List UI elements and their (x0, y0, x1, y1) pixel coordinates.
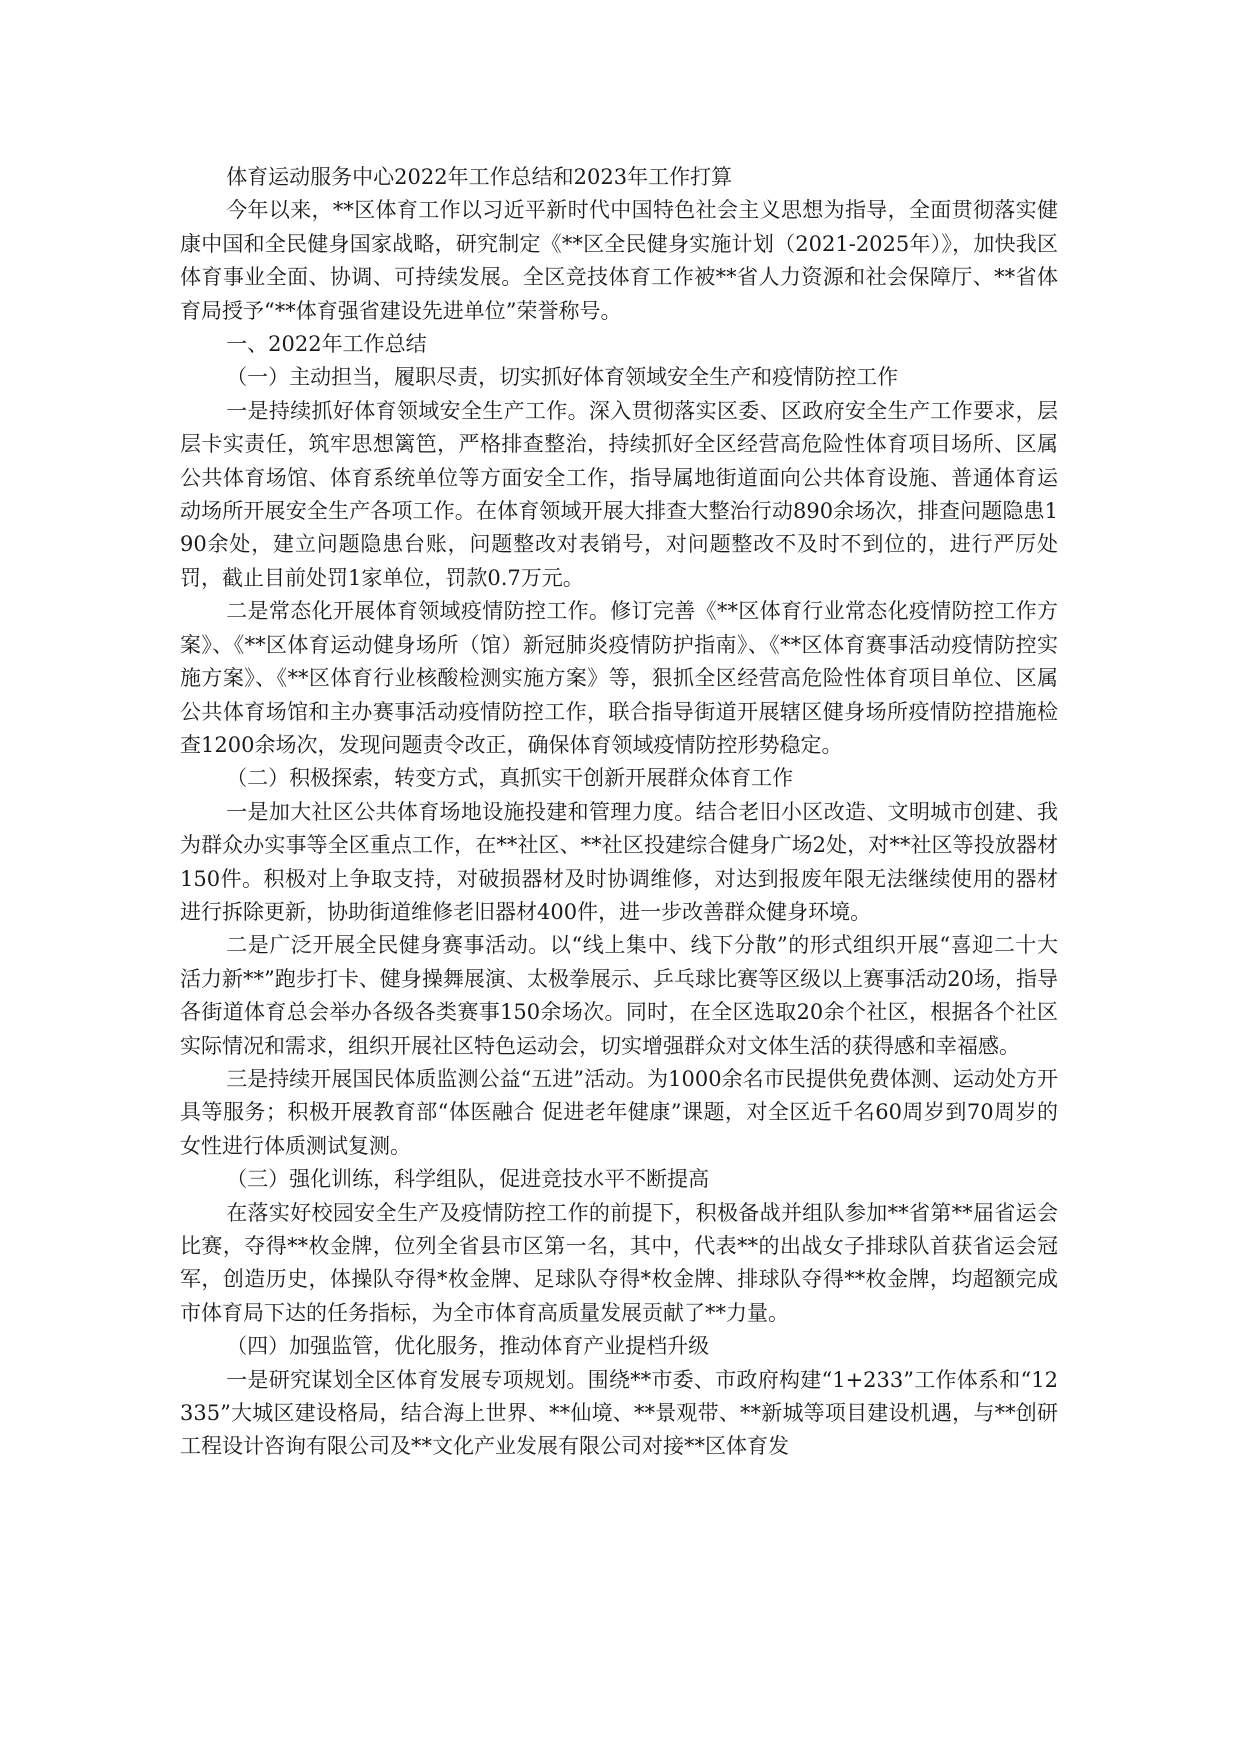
body-paragraph: 三是持续开展国民体质监测公益“五进”活动。为1000余名市民提供免费体测、运动处方开具等服务；积极开展教育部“体医融合 促进老年健康”课题，对全区近千名60周岁到70周岁的女性进行体质测试复测。 (180, 1066, 1058, 1158)
body-paragraph: 二是常态化开展体育领域疫情防控工作。修订完善《**区体育行业常态化疫情防控工作方案》、《**区体育运动健身场所（馆）新冠肺炎疫情防护指南》、《**区体育赛事活动疫情防控实施方案》、《**区体育行业核酸检测实施方案》等，狠抓全区经营高危险性体育项目单位、区属公共体育场馆和主办赛事活动疫情防控工作，联合指导街道开展辖区健身场所疫情防控措施检查1200余场次，发现问题责令改正，确保体育领域疫情防控形势稳定。 (180, 599, 1058, 757)
subsection-heading-1: （一）主动担当，履职尽责，切实抓好体育领域安全生产和疫情防控工作 (226, 365, 899, 390)
body-paragraph: 一是研究谋划全区体育发展专项规划。围绕**市委、市政府构建“1+233”工作体系和“12335”大城区建设格局，结合海上世界、**仙境、**景观带、**新城等项目建设机遇，与**创研工程设计咨询有限公司及**文化产业发展有限公司对接**区体育发 (180, 1367, 1058, 1459)
subsection-heading-2: （二）积极探索，转变方式，真抓实干创新开展群众体育工作 (226, 766, 794, 791)
intro-paragraph: 今年以来，**区体育工作以习近平新时代中国特色社会主义思想为指导，全面贯彻落实健康中国和全民健身国家战略，研究制定《**区全民健身实施计划（2021-2025年）》，加快我区体育事业全面、协调、可持续发展。全区竞技体育工作被**省人力资源和社会保障厅、**省体育局授予“**体育强省建设先进单位”荣誉称号。 (180, 198, 1058, 323)
subsection-heading-4: （四）加强监管，优化服务，推动体育产业提档升级 (226, 1334, 710, 1359)
body-paragraph: 一是加大社区公共体育场地设施投建和管理力度。结合老旧小区改造、文明城市创建、我为群众办实事等全区重点工作，在**社区、**社区投建综合健身广场2处，对**社区等投放器材150件。积极对上争取支持，对破损器材及时协调维修，对达到报废年限无法继续使用的器材进行拆除更新，协助街道维修老旧器材400件，进一步改善群众健身环境。 (180, 799, 1058, 924)
body-paragraph: 一是持续抓好体育领域安全生产工作。深入贯彻落实区委、区政府安全生产工作要求，层层卡实责任，筑牢思想篱笆，严格排查整治，持续抓好全区经营高危险性体育项目场所、区属公共体育场馆、体育系统单位等方面安全工作，指导属地街道面向公共体育设施、普通体育运动场所开展安全生产各项工作。在体育领域开展大排查大整治行动890余场次，排查问题隐患190余处，建立问题隐患台账，问题整改对表销号，对问题整改不及时不到位的，进行严厉处罚，截止目前处罚1家单位，罚款0.7万元。 (180, 398, 1058, 590)
body-paragraph: 在落实好校园安全生产及疫情防控工作的前提下，积极备战并组队参加**省第**届省运会比赛，夺得**枚金牌，位列全省县市区第一名，其中，代表**的出战女子排球队首获省运会冠军，创造历史，体操队夺得*枚金牌、足球队夺得*枚金牌、排球队夺得**枚金牌，均超额完成市体育局下达的任务指标，为全市体育高质量发展贡献了**力量。 (180, 1200, 1058, 1325)
body-paragraph: 二是广泛开展全民健身赛事活动。以“线上集中、线下分散”的形式组织开展“喜迎二十大 活力新**”跑步打卡、健身操舞展演、太极拳展示、乒乓球比赛等区级以上赛事活动20场，指导各街道体育总会举办各级各类赛事150余场次。同时，在全区选取20余个社区，根据各个社区实际情况和需求，组织开展社区特色运动会，切实增强群众对文体生活的获得感和幸福感。 (180, 933, 1058, 1058)
document-title: 体育运动服务中心2022年工作总结和2023年工作打算 (226, 165, 733, 189)
subsection-heading-3: （三）强化训练，科学组队，促进竞技水平不断提高 (226, 1167, 710, 1192)
document-body (180, 161, 1058, 1464)
section-heading-1: 一、2022年工作总结 (226, 332, 427, 357)
